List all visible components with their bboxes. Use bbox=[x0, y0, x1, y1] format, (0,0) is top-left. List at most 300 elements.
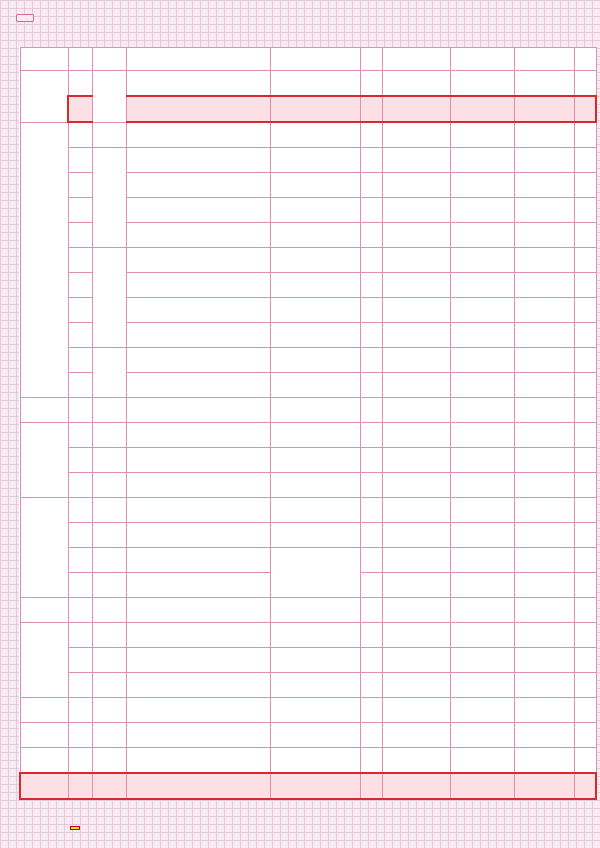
time bbox=[382, 573, 450, 598]
period bbox=[450, 173, 514, 198]
time bbox=[382, 748, 450, 774]
table-row bbox=[20, 623, 596, 648]
period bbox=[450, 373, 514, 398]
period bbox=[450, 623, 514, 648]
course-name bbox=[126, 498, 270, 523]
table-row bbox=[20, 748, 596, 774]
holiday bbox=[514, 298, 574, 323]
room bbox=[574, 523, 596, 548]
weekday bbox=[360, 548, 382, 573]
course-name bbox=[126, 148, 270, 173]
level-nyumon bbox=[92, 498, 126, 523]
teacher-name bbox=[270, 623, 360, 648]
level-shokyu bbox=[92, 148, 126, 248]
course-number bbox=[68, 498, 92, 523]
course-name bbox=[126, 773, 270, 799]
holiday bbox=[514, 773, 574, 799]
course-number bbox=[68, 523, 92, 548]
course-number bbox=[68, 373, 92, 398]
weekday bbox=[360, 173, 382, 198]
course-name bbox=[126, 723, 270, 748]
holiday bbox=[514, 598, 574, 623]
room bbox=[574, 122, 596, 148]
level-nyumon bbox=[92, 698, 126, 723]
period bbox=[450, 598, 514, 623]
course-name bbox=[126, 548, 270, 573]
lang-russian bbox=[20, 723, 68, 748]
weekday bbox=[360, 598, 382, 623]
course-number bbox=[68, 122, 92, 148]
course-name bbox=[126, 623, 270, 648]
course-number bbox=[68, 548, 92, 573]
course-name bbox=[126, 71, 270, 97]
weekday bbox=[360, 148, 382, 173]
period bbox=[450, 223, 514, 248]
course-name bbox=[126, 173, 270, 198]
room bbox=[574, 623, 596, 648]
lang-english bbox=[20, 122, 68, 398]
time bbox=[382, 623, 450, 648]
table-row bbox=[20, 423, 596, 448]
holiday bbox=[514, 122, 574, 148]
course-name bbox=[126, 248, 270, 273]
room bbox=[574, 273, 596, 298]
time bbox=[382, 71, 450, 97]
weekday bbox=[360, 273, 382, 298]
time bbox=[382, 723, 450, 748]
room bbox=[574, 773, 596, 799]
time bbox=[382, 398, 450, 423]
course-number bbox=[68, 223, 92, 248]
course-number bbox=[68, 473, 92, 498]
schedule-table bbox=[19, 47, 597, 800]
holiday bbox=[514, 573, 574, 598]
time bbox=[382, 223, 450, 248]
lang-chinese bbox=[20, 423, 68, 498]
teacher-name bbox=[270, 698, 360, 723]
holiday bbox=[514, 348, 574, 373]
level-nyumon bbox=[92, 748, 126, 774]
course-name bbox=[126, 598, 270, 623]
teacher-name bbox=[270, 122, 360, 148]
lang-vietnamese bbox=[20, 773, 68, 799]
room bbox=[574, 648, 596, 673]
teacher-name bbox=[270, 448, 360, 473]
level-nyumon bbox=[92, 398, 126, 423]
time bbox=[382, 498, 450, 523]
teacher-name bbox=[270, 273, 360, 298]
course-number bbox=[68, 423, 92, 448]
teacher-name bbox=[270, 498, 360, 523]
weekday bbox=[360, 398, 382, 423]
teacher-name bbox=[270, 298, 360, 323]
course-name bbox=[126, 473, 270, 498]
room bbox=[574, 698, 596, 723]
table-row bbox=[20, 248, 596, 273]
period bbox=[450, 448, 514, 473]
period bbox=[450, 198, 514, 223]
level-nyumon bbox=[92, 598, 126, 623]
level-blank bbox=[92, 122, 126, 148]
course-number bbox=[68, 273, 92, 298]
holiday bbox=[514, 748, 574, 774]
course-number bbox=[68, 723, 92, 748]
period bbox=[450, 148, 514, 173]
weekday bbox=[360, 648, 382, 673]
page-title bbox=[16, 14, 34, 22]
course-name bbox=[126, 273, 270, 298]
weekday bbox=[360, 223, 382, 248]
course-number bbox=[68, 448, 92, 473]
time bbox=[382, 598, 450, 623]
table-row bbox=[20, 598, 596, 623]
course-number bbox=[68, 598, 92, 623]
room bbox=[574, 223, 596, 248]
teacher-name bbox=[270, 223, 360, 248]
lang-french bbox=[20, 498, 68, 598]
course-name bbox=[126, 323, 270, 348]
holiday bbox=[514, 698, 574, 723]
teacher-name bbox=[270, 348, 360, 373]
holiday bbox=[514, 198, 574, 223]
table-row bbox=[20, 71, 596, 97]
level-nyumon bbox=[92, 723, 126, 748]
table-row bbox=[20, 698, 596, 723]
header-time bbox=[382, 48, 450, 71]
table-row bbox=[20, 148, 596, 173]
course-number bbox=[68, 398, 92, 423]
weekday bbox=[360, 298, 382, 323]
course-name bbox=[126, 348, 270, 373]
weekday bbox=[360, 248, 382, 273]
course-number bbox=[68, 573, 92, 598]
course-number bbox=[68, 698, 92, 723]
weekday bbox=[360, 473, 382, 498]
holiday bbox=[514, 673, 574, 698]
period bbox=[450, 122, 514, 148]
level-shokyu bbox=[92, 523, 126, 548]
teacher-name bbox=[270, 96, 360, 122]
period bbox=[450, 523, 514, 548]
header-course bbox=[126, 48, 270, 71]
room bbox=[574, 373, 596, 398]
course-name bbox=[126, 523, 270, 548]
time bbox=[382, 373, 450, 398]
level-shokyu bbox=[92, 448, 126, 473]
header-level bbox=[92, 48, 126, 71]
teacher-name bbox=[270, 71, 360, 97]
weekday bbox=[360, 773, 382, 799]
teacher-name bbox=[270, 423, 360, 448]
room bbox=[574, 198, 596, 223]
period bbox=[450, 673, 514, 698]
time bbox=[382, 173, 450, 198]
course-number bbox=[68, 71, 92, 97]
holiday bbox=[514, 173, 574, 198]
holiday bbox=[514, 548, 574, 573]
teacher-name bbox=[270, 723, 360, 748]
course-number bbox=[68, 348, 92, 373]
teacher-name bbox=[270, 473, 360, 498]
course-number bbox=[68, 323, 92, 348]
course-number bbox=[68, 198, 92, 223]
course-name bbox=[126, 423, 270, 448]
level-kiso bbox=[92, 71, 126, 123]
table-row bbox=[20, 673, 596, 698]
teacher-name bbox=[270, 198, 360, 223]
course-name bbox=[126, 96, 270, 122]
lang-german bbox=[20, 598, 68, 623]
course-name bbox=[126, 198, 270, 223]
weekday bbox=[360, 523, 382, 548]
time bbox=[382, 198, 450, 223]
teacher-name bbox=[270, 248, 360, 273]
level-shokyu bbox=[92, 648, 126, 673]
lang-english-top bbox=[20, 71, 68, 123]
room bbox=[574, 548, 596, 573]
table-row bbox=[20, 398, 596, 423]
teacher-cell bbox=[270, 373, 360, 398]
weekday bbox=[360, 723, 382, 748]
room bbox=[574, 323, 596, 348]
level-chukyu bbox=[92, 248, 126, 348]
room bbox=[574, 173, 596, 198]
course-name bbox=[126, 373, 270, 398]
room bbox=[574, 598, 596, 623]
time bbox=[382, 423, 450, 448]
teacher-name bbox=[270, 398, 360, 423]
time bbox=[382, 148, 450, 173]
room bbox=[574, 673, 596, 698]
course-number bbox=[68, 623, 92, 648]
course-number bbox=[68, 773, 92, 799]
lang-italian bbox=[20, 698, 68, 723]
header-number bbox=[68, 48, 92, 71]
course-name bbox=[126, 648, 270, 673]
teacher-name bbox=[270, 748, 360, 774]
time bbox=[382, 348, 450, 373]
holiday bbox=[514, 96, 574, 122]
holiday bbox=[514, 523, 574, 548]
table-row bbox=[20, 348, 596, 373]
level-nyumon bbox=[92, 623, 126, 648]
teacher-name bbox=[270, 148, 360, 173]
holiday bbox=[514, 623, 574, 648]
holiday bbox=[514, 448, 574, 473]
teacher-cell bbox=[270, 773, 360, 799]
room bbox=[574, 398, 596, 423]
course-name bbox=[126, 223, 270, 248]
room bbox=[574, 748, 596, 774]
course-number bbox=[68, 673, 92, 698]
room bbox=[574, 723, 596, 748]
course-name bbox=[126, 448, 270, 473]
period bbox=[450, 498, 514, 523]
room bbox=[574, 148, 596, 173]
time bbox=[382, 248, 450, 273]
table-row bbox=[20, 448, 596, 473]
time bbox=[382, 698, 450, 723]
header-room bbox=[574, 48, 596, 71]
time bbox=[382, 673, 450, 698]
holiday bbox=[514, 473, 574, 498]
limited-course-badge-bottom bbox=[70, 826, 80, 830]
table-row bbox=[20, 523, 596, 548]
weekday bbox=[360, 673, 382, 698]
room bbox=[574, 71, 596, 97]
holiday bbox=[514, 423, 574, 448]
weekday bbox=[360, 96, 382, 122]
table-row bbox=[20, 498, 596, 523]
course-number bbox=[68, 648, 92, 673]
weekday bbox=[360, 573, 382, 598]
time bbox=[382, 273, 450, 298]
level-nyumon bbox=[92, 773, 126, 799]
room bbox=[574, 423, 596, 448]
table-row bbox=[20, 648, 596, 673]
teacher-name bbox=[270, 673, 360, 698]
period bbox=[450, 298, 514, 323]
weekday bbox=[360, 748, 382, 774]
header-day bbox=[360, 48, 382, 71]
weekday bbox=[360, 348, 382, 373]
header-language bbox=[20, 48, 68, 71]
period bbox=[450, 248, 514, 273]
room bbox=[574, 248, 596, 273]
period bbox=[450, 71, 514, 97]
room bbox=[574, 298, 596, 323]
weekday bbox=[360, 323, 382, 348]
weekday bbox=[360, 623, 382, 648]
period bbox=[450, 323, 514, 348]
course-name bbox=[126, 573, 270, 598]
course-number bbox=[68, 748, 92, 774]
room bbox=[574, 498, 596, 523]
period bbox=[450, 723, 514, 748]
period bbox=[450, 398, 514, 423]
level-nyumon bbox=[92, 423, 126, 448]
weekday bbox=[360, 698, 382, 723]
period bbox=[450, 698, 514, 723]
teacher-name bbox=[270, 598, 360, 623]
weekday bbox=[360, 498, 382, 523]
room bbox=[574, 96, 596, 122]
level-chukyu bbox=[92, 548, 126, 573]
teacher-name bbox=[270, 648, 360, 673]
level-jokyu bbox=[92, 348, 126, 398]
new-tag bbox=[312, 184, 316, 185]
level-shochu bbox=[92, 473, 126, 498]
holiday bbox=[514, 223, 574, 248]
course-number bbox=[68, 148, 92, 173]
course-name bbox=[126, 673, 270, 698]
course-number bbox=[68, 96, 92, 122]
holiday bbox=[514, 498, 574, 523]
period bbox=[450, 648, 514, 673]
weekday bbox=[360, 71, 382, 97]
weekday bbox=[360, 373, 382, 398]
header-holiday bbox=[514, 48, 574, 71]
time bbox=[382, 448, 450, 473]
course-name bbox=[126, 298, 270, 323]
table-row-limited bbox=[20, 773, 596, 799]
teacher-name bbox=[270, 523, 360, 548]
period bbox=[450, 423, 514, 448]
level-chukyu bbox=[92, 673, 126, 698]
teacher-cell bbox=[270, 173, 360, 198]
course-name bbox=[126, 698, 270, 723]
time bbox=[382, 122, 450, 148]
header-period bbox=[450, 48, 514, 71]
teacher-name bbox=[270, 323, 360, 348]
period bbox=[450, 96, 514, 122]
period bbox=[450, 548, 514, 573]
course-number bbox=[68, 248, 92, 273]
course-name bbox=[126, 122, 270, 148]
period bbox=[450, 473, 514, 498]
table-row bbox=[20, 723, 596, 748]
table-row bbox=[20, 548, 596, 573]
period bbox=[450, 573, 514, 598]
holiday bbox=[514, 148, 574, 173]
weekday bbox=[360, 122, 382, 148]
holiday bbox=[514, 648, 574, 673]
holiday bbox=[514, 323, 574, 348]
holiday bbox=[514, 373, 574, 398]
table-header-row bbox=[20, 48, 596, 71]
period bbox=[450, 773, 514, 799]
period bbox=[450, 748, 514, 774]
time bbox=[382, 523, 450, 548]
holiday bbox=[514, 723, 574, 748]
holiday bbox=[514, 248, 574, 273]
weekday bbox=[360, 448, 382, 473]
teacher-name bbox=[270, 548, 360, 598]
room bbox=[574, 448, 596, 473]
table-row bbox=[20, 473, 596, 498]
time bbox=[382, 548, 450, 573]
course-number bbox=[68, 298, 92, 323]
table-row bbox=[20, 122, 596, 148]
level-jokyu bbox=[92, 573, 126, 598]
period bbox=[450, 348, 514, 373]
holiday bbox=[514, 398, 574, 423]
course-number bbox=[68, 173, 92, 198]
room bbox=[574, 348, 596, 373]
time bbox=[382, 473, 450, 498]
lang-indonesian bbox=[20, 748, 68, 774]
new-tag bbox=[312, 785, 316, 786]
time bbox=[382, 323, 450, 348]
weekday bbox=[360, 423, 382, 448]
new-tag bbox=[312, 384, 316, 385]
time bbox=[382, 96, 450, 122]
time bbox=[382, 773, 450, 799]
holiday bbox=[514, 71, 574, 97]
holiday bbox=[514, 273, 574, 298]
time bbox=[382, 298, 450, 323]
room bbox=[574, 573, 596, 598]
course-name bbox=[126, 748, 270, 774]
course-name bbox=[126, 398, 270, 423]
time bbox=[382, 648, 450, 673]
lang-korean bbox=[20, 623, 68, 698]
lang-spanish bbox=[20, 398, 68, 423]
header-teacher bbox=[270, 48, 360, 71]
weekday bbox=[360, 198, 382, 223]
period bbox=[450, 273, 514, 298]
room bbox=[574, 473, 596, 498]
